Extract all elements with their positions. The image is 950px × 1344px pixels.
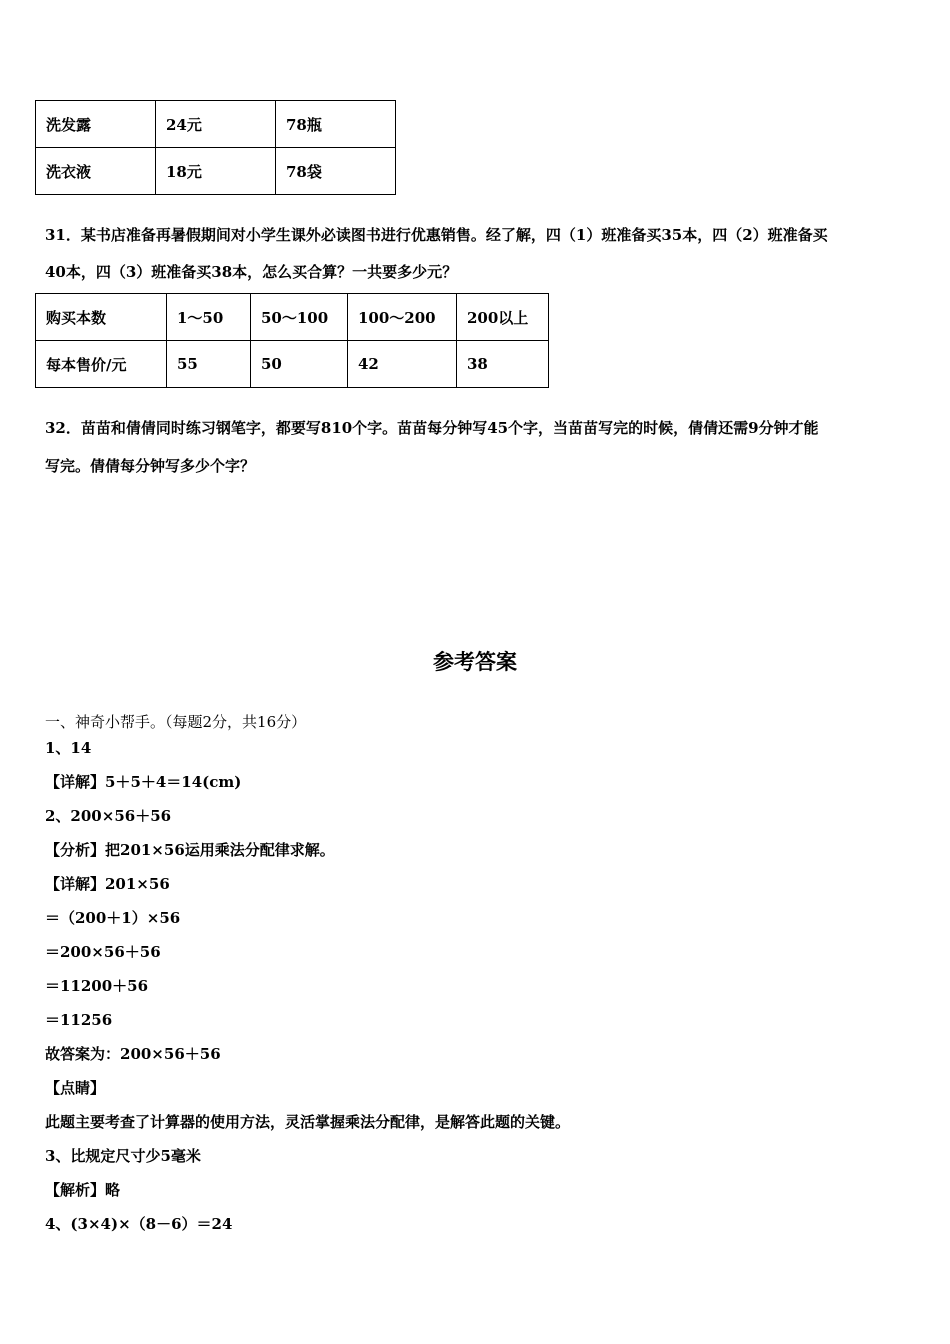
- answer-line: 【详解】201×56: [45, 875, 170, 893]
- table-cell: 42: [348, 341, 457, 388]
- answer-line: ＝11200＋56: [45, 977, 149, 995]
- question-31-line-1: 31．某书店准备再暑假期间对小学生课外必读图书进行优惠销售。经了解，四（1）班准备买35本，四（2）班准备买: [45, 226, 828, 244]
- answer-line: 2、200×56＋56: [45, 807, 172, 825]
- question-31-line-2: 40本，四（3）班准备买38本，怎么买合算？一共要多少元？: [45, 263, 458, 281]
- answer-line: 此题主要考查了计算器的使用方法，灵活掌握乘法分配律，是解答此题的关键。: [45, 1113, 571, 1131]
- answer-line: 4、(3×4)×（8－6）＝24: [45, 1215, 233, 1233]
- answer-line: ＝200×56＋56: [45, 943, 161, 961]
- answer-line: ＝（200＋1）×56: [45, 909, 181, 927]
- answer-line: ＝11256: [45, 1011, 113, 1029]
- table-cell: 洗发露: [36, 101, 156, 148]
- product-table: [35, 100, 396, 195]
- table-cell: 购买本数: [36, 294, 167, 341]
- answers-title: 参考答案: [433, 650, 517, 674]
- question-32-line-1: 32．苗苗和倩倩同时练习钢笔字，都要写810个字。苗苗每分钟写45个字，当苗苗写完的时候，倩倩还需9分钟才能: [45, 419, 819, 437]
- price-table: [35, 293, 549, 388]
- answer-line: 1、14: [45, 739, 92, 757]
- table-cell: 1～50: [167, 294, 251, 341]
- answer-line: 【点睛】: [45, 1079, 106, 1097]
- answer-line: 【分析】把201×56运用乘法分配律求解。: [45, 841, 335, 859]
- table-cell: 18元: [156, 148, 276, 195]
- table-cell: 50: [251, 341, 348, 388]
- table-cell: 38: [457, 341, 549, 388]
- table-cell: 78瓶: [276, 101, 396, 148]
- section-heading: 一、神奇小帮手。（每题2分，共16分）: [45, 713, 307, 731]
- table-row: [36, 341, 549, 388]
- answer-line: 【详解】5＋5＋4＝14(cm): [45, 773, 242, 791]
- table-cell: 每本售价/元: [36, 341, 167, 388]
- table-row: [36, 101, 396, 148]
- table-cell: 78袋: [276, 148, 396, 195]
- table-cell: 24元: [156, 101, 276, 148]
- answer-line: 故答案为：200×56＋56: [45, 1045, 221, 1063]
- table-cell: 50～100: [251, 294, 348, 341]
- answer-line: 【解析】略: [45, 1181, 121, 1199]
- table-row: [36, 148, 396, 195]
- question-32-line-2: 写完。倩倩每分钟写多少个字？: [45, 457, 256, 475]
- table-cell: 55: [167, 341, 251, 388]
- table-cell: 100～200: [348, 294, 457, 341]
- table-cell: 200以上: [457, 294, 549, 341]
- table-row: [36, 294, 549, 341]
- table-cell: 洗衣液: [36, 148, 156, 195]
- answer-line: 3、比规定尺寸少5毫米: [45, 1147, 201, 1165]
